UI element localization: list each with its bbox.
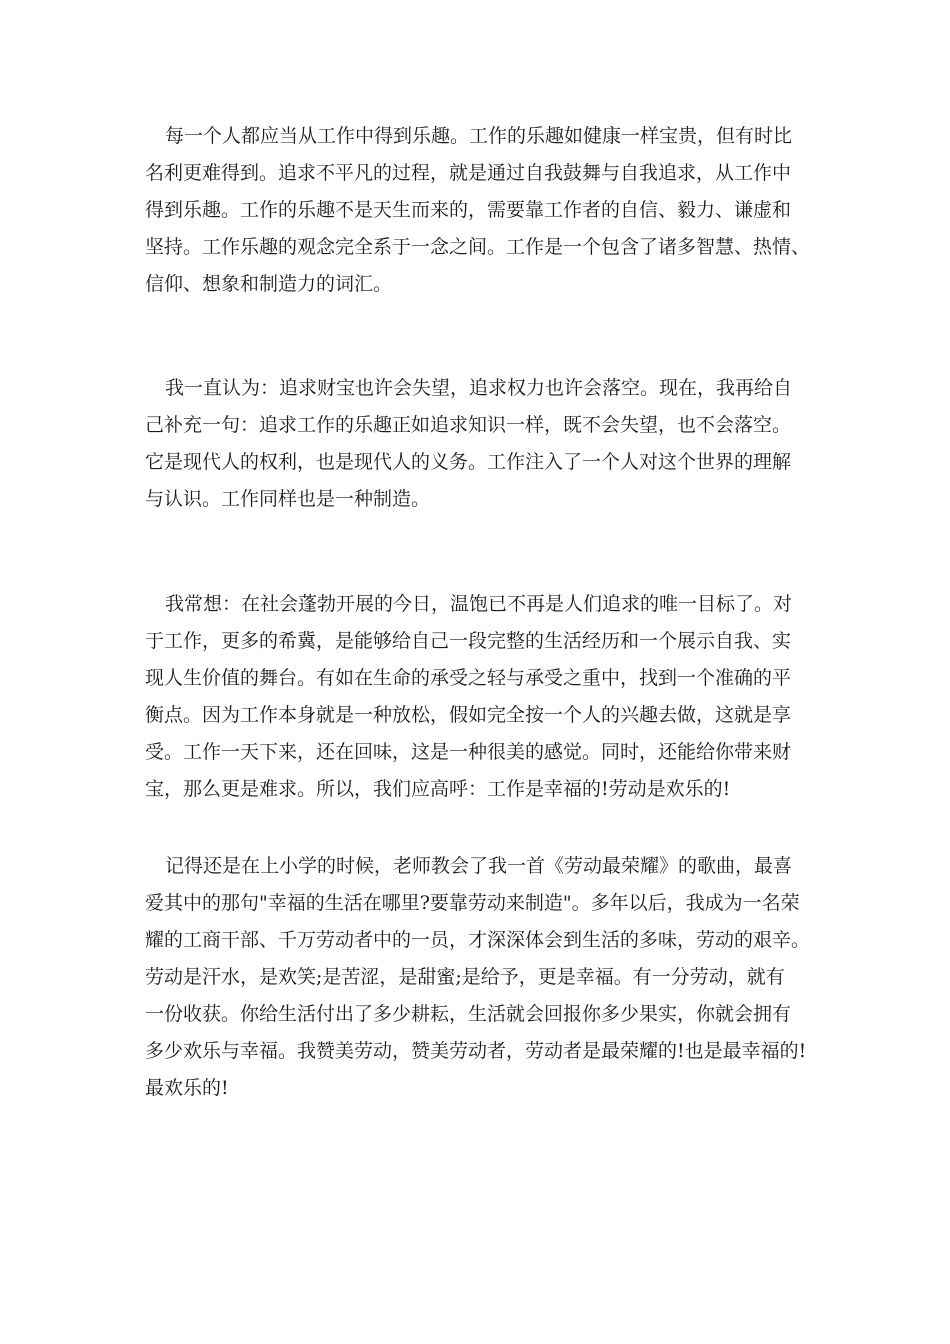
paragraph-line: 我一直认为：追求财宝也许会失望，追求权力也许会落空。现在，我再给自 (165, 377, 793, 399)
paragraph-line: 信仰、想象和制造力的词汇。 (145, 273, 393, 295)
paragraph-2 (145, 370, 825, 518)
paragraph-line: 一份收获。你给生活付出了多少耕耘，生活就会回报你多少果实，你就会拥有 (145, 1003, 792, 1025)
paragraph-line: 坚持。工作乐趣的观念完全系于一念之间。工作是一个包含了诸多智慧、热情、 (145, 236, 811, 258)
paragraph-line: 爱其中的那句"幸福的生活在哪里?要靠劳动来制造"。多年以后，我成为一名荣 (145, 892, 800, 914)
paragraph-line: 我常想：在社会蓬勃开展的今日，温饱已不再是人们追求的唯一目标了。对 (165, 593, 793, 615)
paragraph-line: 最欢乐的! (145, 1077, 229, 1099)
paragraph-line: 己补充一句：追求工作的乐趣正如追求知识一样，既不会失望，也不会落空。 (145, 414, 792, 436)
paragraph-line: 它是现代人的权利，也是现代人的义务。工作注入了一个人对这个世界的理解 (145, 451, 792, 473)
paragraph-line: 宝，那么更是难求。所以，我们应高呼：工作是幸福的!劳动是欢乐的! (145, 778, 731, 800)
paragraph-line: 每一个人都应当从工作中得到乐趣。工作的乐趣如健康一样宝贵，但有时比 (165, 125, 793, 147)
paragraph-1 (145, 118, 825, 303)
paragraph-line: 得到乐趣。工作的乐趣不是天生而来的，需要靠工作者的自信、毅力、谦虚和 (145, 199, 792, 221)
paragraph-line: 名利更难得到。追求不平凡的过程，就是通过自我鼓舞与自我追求，从工作中 (145, 162, 792, 184)
paragraph-4 (145, 848, 825, 1107)
paragraph-line: 记得还是在上小学的时候，老师教会了我一首《劳动最荣耀》的歌曲，最喜 (165, 855, 793, 877)
paragraph-line: 劳动是汗水，是欢笑;是苦涩，是甜蜜;是给予，更是幸福。有一分劳动，就有 (145, 966, 785, 988)
paragraph-3 (145, 586, 825, 808)
paragraph-line: 与认识。工作同样也是一种制造。 (145, 488, 431, 510)
paragraph-line: 耀的工商干部、千万劳动者中的一员，才深深体会到生活的多味，劳动的艰辛。 (145, 929, 811, 951)
paragraph-line: 衡点。因为工作本身就是一种放松，假如完全按一个人的兴趣去做，这就是享 (145, 704, 792, 726)
paragraph-line: 于工作，更多的希冀，是能够给自己一段完整的生活经历和一个展示自我、实 (145, 630, 792, 652)
paragraph-line: 现人生价值的舞台。有如在生命的承受之轻与承受之重中，找到一个准确的平 (145, 667, 792, 689)
paragraph-line: 受。工作一天下来，还在回味，这是一种很美的感觉。同时，还能给你带来财 (145, 741, 792, 763)
paragraph-line: 多少欢乐与幸福。我赞美劳动，赞美劳动者，劳动者是最荣耀的!也是最幸福的! (145, 1040, 807, 1062)
